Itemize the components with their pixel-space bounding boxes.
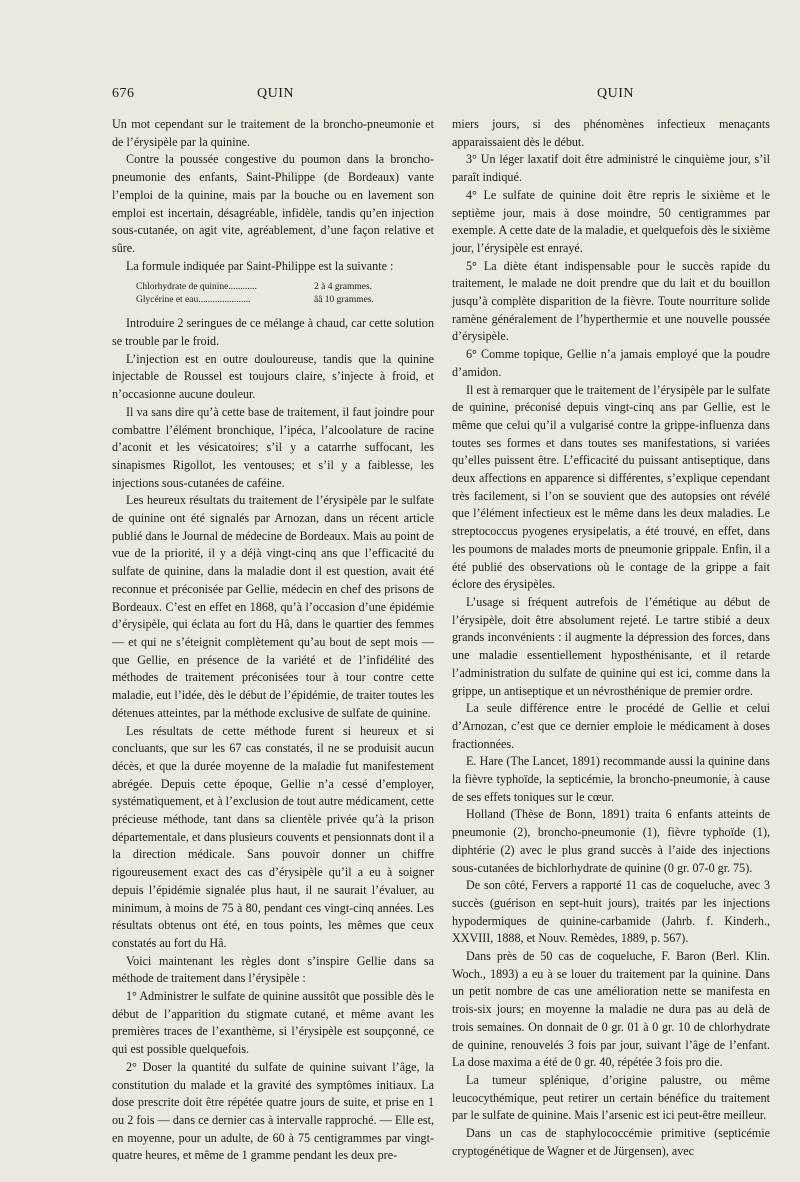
paragraph: La tumeur splénique, d’origine palustre, ou même leucocythémique, peut retirer un certain bénéfice du traitement par le sulfate de quinine. Mais l’arsenic est ici peut-être meilleur.	[452, 1072, 770, 1123]
paragraph: Les résultats de cette méthode furent si heureux et si concluants, que sur les 67 cas constatés, il ne se produisit aucun décès, et que la durée moyenne de la maladie fut manifestement abrégée. Depuis cette époque, Gellie n’a cessé d’employer, systématiquement, et à l’exclusion de tout autre médicament, cette précieuse méthode, tant dans sa clientèle privée qu’à la prison départementale, et dans plusieurs couvents et pensionnats dont il a la direction médicale. Sans pouvoir donner un chiffre rigoureusement exact des cas d’érysipèle qu’il a eu à soigner depuis l’épidémie signalée plus haut, il ne saurait l’évaluer, au minimum, à moins de 75 à 80, pendant ces vingt-cinq années. Les résultats obtenus ont été, en tous points, les mêmes que ceux constatés au fort du Hâ.	[112, 723, 434, 950]
paragraph: L’usage si fréquent autrefois de l’émétique au début de l’érysipèle, doit être absolument rejeté. Le tartre stibié a deux grands inconvénients : il augmente la dépression des forces, dans une maladie essentiellement hyposthénisante, et il retarde l’administration du sulfate de quinine qui est ici, comme dans la grippe, un antiseptique et un névrosthénique de premier ordre.	[452, 594, 770, 698]
page-number: 676	[112, 86, 135, 101]
paragraph: Il va sans dire qu’à cette base de traitement, il faut joindre pour combattre l’élément bronchique, l’ipéca, l’alcoolature de racine d’aconit et les vésicatoires; s’il y a catarrhe suffocant, les sinapismes Rigollot, les ventouses; et s’il y a faiblesse, les injections sous-cutanées de caféine.	[112, 404, 434, 490]
paragraph: Voici maintenant les règles dont s’inspire Gellie dans sa méthode de traitement dans l’érysipèle :	[112, 953, 434, 986]
formula-row	[136, 294, 434, 307]
paragraph: Les heureux résultats du traitement de l’érysipèle par le sulfate de quinine ont été signalés par Arnozan, dans un récent article publié dans le Journal de médecine de Bordeaux. Mais au point de vue de la priorité, il y a déjà vingt-cinq ans que l’efficacité du sulfate de quinine, dans la maladie dont il est question, avait été reconnue et préconisée par Gellie, médecin en chef des prisons de Bordeaux. C’est en effet en 1868, qu’à l’occasion d’une épidémie d’érysipèle, qui éclata au fort du Hâ, dans le quartier des femmes — et qui ne s’éteignit complètement qu’au bout de sept mois — que Gellie, en présence de la variété et de l’infidélité des méthodes de traitement préconisées tour à tour contre cette maladie, eut l’idée, dès le début de l’épidémie, de traiter toutes les détenues atteintes, par la méthode exclusive de sulfate de quinine.	[112, 493, 434, 720]
paragraph: Introduire 2 seringues de ce mélange à chaud, car cette solution se trouble par le froid.	[112, 316, 434, 349]
formula-quantity: 2 à 4 grammes.	[314, 282, 373, 293]
paragraph: La formule indiquée par Saint-Philippe est la suivante :	[126, 258, 394, 273]
paragraph: 4° Le sulfate de quinine doit être repris le sixième et le septième jour, mais à dose moindre, 50 centigrammes par exemple. A cette date de la maladie, et quelquefois dès le sixième jour, l’érysipèle est enrayé.	[452, 187, 770, 255]
running-title-right: QUIN	[597, 86, 634, 101]
paragraph: Dans un cas de staphylococcémie primitive (septicémie cryptogénétique de Wagner et de Jürgensen), avec	[452, 1126, 770, 1158]
formula-block	[136, 281, 434, 307]
paragraph: 6° Comme topique, Gellie n’a jamais employé que la poudre d’amidon.	[452, 347, 770, 379]
formula-ingredient: Glycérine et eau......................	[136, 295, 251, 306]
paragraph: Dans près de 50 cas de coqueluche, F. Baron (Berl. Klin. Woch., 1893) a eu à se louer du traitement par la quinine. Dans un petit nombre de cas une amélioration nette se manifesta en trois-six jours; en moyenne la maladie ne dura pas au delà de trois semaines. On donnait de 0 gr. 01 à 0 gr. 10 de chlorhydrate de quinine, renouvelés 3 fois par jour, suivant l’âge de l’enfant. La dose maxima a été de 0 gr. 40, répétée 3 fois pro die.	[452, 949, 770, 1070]
formula-quantity: ââ 10 grammes.	[314, 295, 374, 306]
paragraph: 2° Doser la quantité du sulfate de quinine suivant l’âge, la constitution du malade et la gravité des symptômes initiaux. La dose prescrite doit être répétée quatre jours de suite, et prise en 1 ou 2 fois — dans ce dernier cas à intervalle rapproché. — Elle est, en moyenne, pour un adulte, de 60 à 75 centigrammes par vingt-quatre heures, et même de 1 gramme pendant les deux pre-	[112, 1059, 434, 1163]
paragraph: Holland (Thèse de Bonn, 1891) traita 6 enfants atteints de pneumonie (2), broncho-pneumonie (1), fièvre typhoïde (1), diphtérie (2) avec le plus grand succès à l’aide des injections sous-cutanées de bichlorhydrate de quinine (0 gr. 07-0 gr. 75).	[452, 807, 770, 875]
paragraph: L’injection est en outre douloureuse, tandis que la quinine injectable de Roussel est toujours claire, s’injecte à froid, et n’occasionne aucune douleur.	[112, 351, 434, 402]
paragraph: Il est à remarquer que le traitement de l’érysipèle par le sulfate de quinine, préconisé depuis vingt-cinq ans par Gellie, est le même que celui qu’il a vulgarisé contre la grippe-influenza dans toutes ses formes et dans toutes ses manifestations, si variées qu’elles puissent être. L’efficacité du puissant antiseptique, dans deux affections en apparence si différentes, s’explique cependant très facilement, si l’on se souvient que des autopsies ont révélé que l’élément infectieux est le même dans les deux maladies. Le streptococcus pyogenes erysipelatis, a été trouvé, en effet, dans les poumons de malades morts de pneumonie grippale. Enfin, il a été publié des observations où le contage de la grippe a fait éclore des érysipèles.	[452, 382, 770, 592]
paragraph: Contre la poussée congestive du poumon dans la broncho-pneumonie des enfants, Saint-Philippe (de Bordeaux) vante l’emploi de la quinine, mais par la bouche ou en lavement son emploi est incertain, désagréable, infidèle, tandis qu’en injection sous-cutanée, on agit vite, agréablement, d’une façon relative et sûre.	[112, 152, 434, 255]
left-column	[112, 116, 434, 1165]
formula-row	[136, 281, 434, 294]
paragraph: La seule différence entre le procédé de Gellie et celui d’Arnozan, c’est que ce dernier emploie le médicament à doses fractionnées.	[452, 701, 770, 751]
page-header	[112, 86, 752, 106]
running-title-left: QUIN	[257, 86, 294, 101]
paragraph: E. Hare (The Lancet, 1891) recommande aussi la quinine dans la fièvre typhoïde, la septicémie, la broncho-pneumonie, à cause de ses effets toniques sur le cœur.	[452, 754, 770, 804]
formula-ingredient: Chlorhydrate de quinine............	[136, 282, 257, 293]
paragraph: 1° Administrer le sulfate de quinine aussitôt que possible dès le début de l’apparition du stigmate cutané, et même avant les premières traces de l’exanthème, si l’érysipèle est soupçonné, ce qui est possible quelquefois.	[112, 989, 434, 1057]
paragraph: miers jours, si des phénomènes infectieux menaçants apparaissaient dès le début.	[452, 117, 770, 149]
paragraph: De son côté, Fervers a rapporté 11 cas de coqueluche, avec 3 succès (guérison en sept-huit jours), traités par les injections hypodermiques de quinine-carbamide (Jahrb. f. Kinderh., XXVIII, 1888, et Nouv. Remèdes, 1889, p. 567).	[452, 878, 770, 946]
paragraph: 3° Un léger laxatif doit être administré le cinquième jour, s’il paraît indiqué.	[452, 152, 770, 185]
right-column	[452, 116, 770, 1160]
paragraph: Un mot cependant sur le traitement de la broncho-pneumonie et de l’érysipèle par la quinine.	[112, 117, 434, 149]
paragraph: 5° La diète étant indispensable pour le succès rapide du traitement, le malade ne doit prendre que du lait et du bouillon jusqu’à complète disparition de la fièvre. Toute nourriture solide ramène généralement de l’hyperthermie et une nouvelle poussée d’érysipèle.	[452, 258, 770, 344]
